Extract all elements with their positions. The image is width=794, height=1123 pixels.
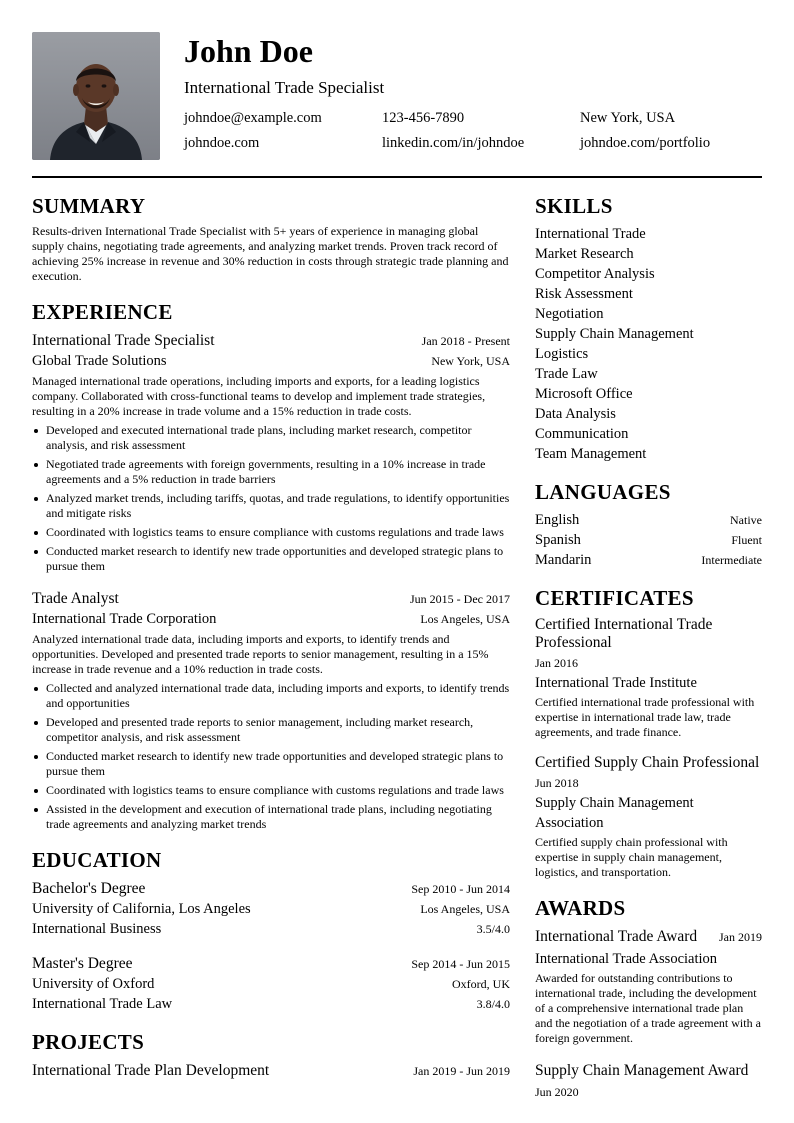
- certificate-issuer: International Trade Institute: [535, 675, 697, 691]
- skill-item: Communication: [535, 426, 629, 442]
- certificate-description: Certified supply chain professional with expertise in supply chain management, logistics, and transportation.: [535, 835, 728, 879]
- award-date: Jun 2020: [535, 1085, 579, 1099]
- school-location: Los Angeles, USA: [420, 902, 510, 916]
- award-name: International Trade Award: [535, 928, 698, 945]
- skill-item: Supply Chain Management: [535, 326, 694, 342]
- job-company: Global Trade Solutions: [32, 353, 167, 369]
- field-of-study: International Trade Law: [32, 996, 173, 1012]
- skill-item: Team Management: [535, 446, 647, 462]
- language-level: Intermediate: [701, 553, 762, 567]
- education-section: [32, 846, 510, 1014]
- certificate-name: Certified Supply Chain Professional: [535, 754, 760, 771]
- certificate-description: Certified international trade professional with expertise in international trade law, trade agreements, and trade finance.: [535, 695, 755, 739]
- job-entry: [32, 330, 510, 574]
- skill-item: International Trade: [535, 226, 646, 242]
- experience-section: [32, 298, 510, 832]
- job-bullet: Coordinated with logistics teams to ensure compliance with customs regulations and trade laws: [32, 525, 510, 540]
- gpa: 3.8/4.0: [476, 997, 510, 1011]
- job-location: New York, USA: [431, 354, 510, 368]
- job-title: Trade Analyst: [32, 590, 119, 607]
- section-heading: LANGUAGES: [535, 480, 671, 504]
- certificate-name: Certified International Trade Professional: [535, 616, 713, 651]
- award-entry: [535, 1060, 762, 1100]
- section-heading: CERTIFICATES: [535, 586, 694, 610]
- left-column: [32, 192, 510, 1081]
- school: University of Oxford: [32, 976, 155, 992]
- job-bullet: Developed and presented trade reports to senior management, including market research, competitor analysis, and risk assessment: [32, 715, 510, 745]
- contact-info: [184, 108, 762, 153]
- school: University of California, Los Angeles: [32, 901, 251, 917]
- language-level: Native: [730, 513, 762, 527]
- skills-section: [535, 192, 762, 464]
- job-bullet: Developed and executed international trade plans, including market research, competitor analysis, and risk assessment: [32, 423, 510, 453]
- language-level: Fluent: [731, 533, 762, 547]
- job-bullet: Conducted market research to identify new trade opportunities and developed strategic plans to pursue them: [32, 544, 510, 574]
- summary-section: [32, 192, 510, 284]
- section-heading: PROJECTS: [32, 1030, 145, 1054]
- award-name: Supply Chain Management Award: [535, 1062, 749, 1079]
- candidate-title: International Trade Specialist: [184, 78, 385, 97]
- section-heading: SKILLS: [535, 194, 613, 218]
- summary-text: Results-driven International Trade Specialist with 5+ years of experience in managing global supply chains, negotiating trade agreements, and analyzing market trends. Proven track record of achieving 25% increase in revenue and 30% reduction in costs through strategic trade planning and execution.: [32, 224, 509, 283]
- award-date: Jan 2019: [719, 930, 762, 944]
- skill-item: Microsoft Office: [535, 386, 633, 402]
- portrait-icon: [32, 32, 160, 160]
- job-description: Analyzed international trade data, including imports and exports, to identify trends and opportunities. Developed and presented trade reports to senior management, resulting in a 15% increase in trade revenue and a 10% reduction in trade costs.: [32, 632, 489, 676]
- contact-phone[interactable]: 123-456-7890: [382, 110, 465, 126]
- job-bullet: Negotiated trade agreements with foreign governments, resulting in a 10% increase in trade agreements and a 5% reduction in trade barriers: [32, 457, 510, 487]
- section-heading: EXPERIENCE: [32, 300, 173, 324]
- job-description: Managed international trade operations, including imports and exports, for a leading logistics company. Collaborated with cross-functional teams to develop and implement trade strategies, resulting in a 20% increase in trade volume and a 15% reduction in trade costs.: [32, 374, 486, 418]
- skill-item: Negotiation: [535, 306, 604, 322]
- skill-item: Logistics: [535, 346, 589, 362]
- job-title: International Trade Specialist: [32, 332, 215, 349]
- project-dates: Jan 2019 - Jun 2019: [413, 1064, 510, 1078]
- skill-item: Trade Law: [535, 366, 598, 382]
- degree: Master's Degree: [32, 955, 133, 972]
- contact-location: New York, USA: [580, 110, 676, 126]
- job-bullets: [32, 681, 510, 832]
- job-bullet: Conducted market research to identify new trade opportunities and developed strategic plans to pursue them: [32, 749, 510, 779]
- skill-item: Data Analysis: [535, 406, 616, 422]
- section-heading: EDUCATION: [32, 848, 162, 872]
- job-bullet: Collected and analyzed international trade data, including imports and exports, to identify trends and opportunities: [32, 681, 510, 711]
- certificate-entry: [535, 616, 762, 740]
- resume-header: [32, 32, 762, 160]
- awards-section: [535, 894, 762, 1100]
- section-heading: AWARDS: [535, 896, 626, 920]
- skill-item: Competitor Analysis: [535, 266, 655, 282]
- degree: Bachelor's Degree: [32, 880, 146, 897]
- education-dates: Sep 2014 - Jun 2015: [411, 957, 510, 971]
- job-location: Los Angeles, USA: [420, 612, 510, 626]
- certificate-date: Jan 2016: [535, 656, 578, 670]
- job-bullets: [32, 423, 510, 574]
- gpa: 3.5/4.0: [476, 922, 510, 936]
- language-item: [535, 550, 762, 570]
- certificate-date: Jun 2018: [535, 776, 579, 790]
- language-name: Spanish: [535, 532, 581, 548]
- education-entry: [32, 953, 510, 1014]
- award-description: Awarded for outstanding contributions to international trade, including the development of a comprehensive international trade plan and the negotiation of a trade agreement with a foreign government.: [535, 971, 761, 1045]
- project-entry: [32, 1060, 510, 1081]
- header-divider: [32, 176, 762, 178]
- field-of-study: International Business: [32, 921, 162, 937]
- education-entry: [32, 878, 510, 939]
- job-bullet: Coordinated with logistics teams to ensure compliance with customs regulations and trade laws: [32, 783, 510, 798]
- certificates-section: [535, 584, 762, 880]
- skills-list: [535, 224, 762, 464]
- language-item: [535, 510, 762, 530]
- resume-page: [32, 32, 762, 160]
- skill-item: Risk Assessment: [535, 286, 633, 302]
- certificate-entry: [535, 754, 762, 880]
- right-column: [535, 192, 762, 1114]
- job-company: International Trade Corporation: [32, 611, 217, 627]
- candidate-name: John Doe: [184, 33, 313, 69]
- language-item: [535, 530, 762, 550]
- certificate-issuer: Supply Chain Management Association: [535, 795, 694, 831]
- language-name: English: [535, 512, 580, 528]
- education-dates: Sep 2010 - Jun 2014: [411, 882, 510, 896]
- language-name: Mandarin: [535, 552, 592, 568]
- projects-section: [32, 1028, 510, 1081]
- job-dates: Jun 2015 - Dec 2017: [410, 592, 510, 606]
- project-name: International Trade Plan Development: [32, 1062, 270, 1079]
- contact-website[interactable]: johndoe.com: [184, 135, 260, 151]
- profile-photo: [32, 32, 160, 160]
- contact-email[interactable]: johndoe@example.com: [184, 110, 322, 126]
- job-entry: [32, 588, 510, 832]
- award-issuer: International Trade Association: [535, 951, 718, 967]
- skill-item: Market Research: [535, 246, 634, 262]
- contact-portfolio[interactable]: johndoe.com/portfolio: [580, 135, 711, 151]
- school-location: Oxford, UK: [452, 977, 510, 991]
- section-heading: SUMMARY: [32, 194, 146, 218]
- languages-list: [535, 510, 762, 570]
- contact-linkedin[interactable]: linkedin.com/in/johndoe: [382, 135, 525, 151]
- job-bullet: Analyzed market trends, including tariffs, quotas, and trade regulations, to identify opportunities and mitigate risks: [32, 491, 510, 521]
- languages-section: [535, 478, 762, 570]
- award-entry: [535, 926, 762, 1046]
- job-dates: Jan 2018 - Present: [421, 334, 510, 348]
- job-bullet: Assisted in the development and execution of international trade plans, including negotiating trade agreements and analyzing market trends: [32, 802, 510, 832]
